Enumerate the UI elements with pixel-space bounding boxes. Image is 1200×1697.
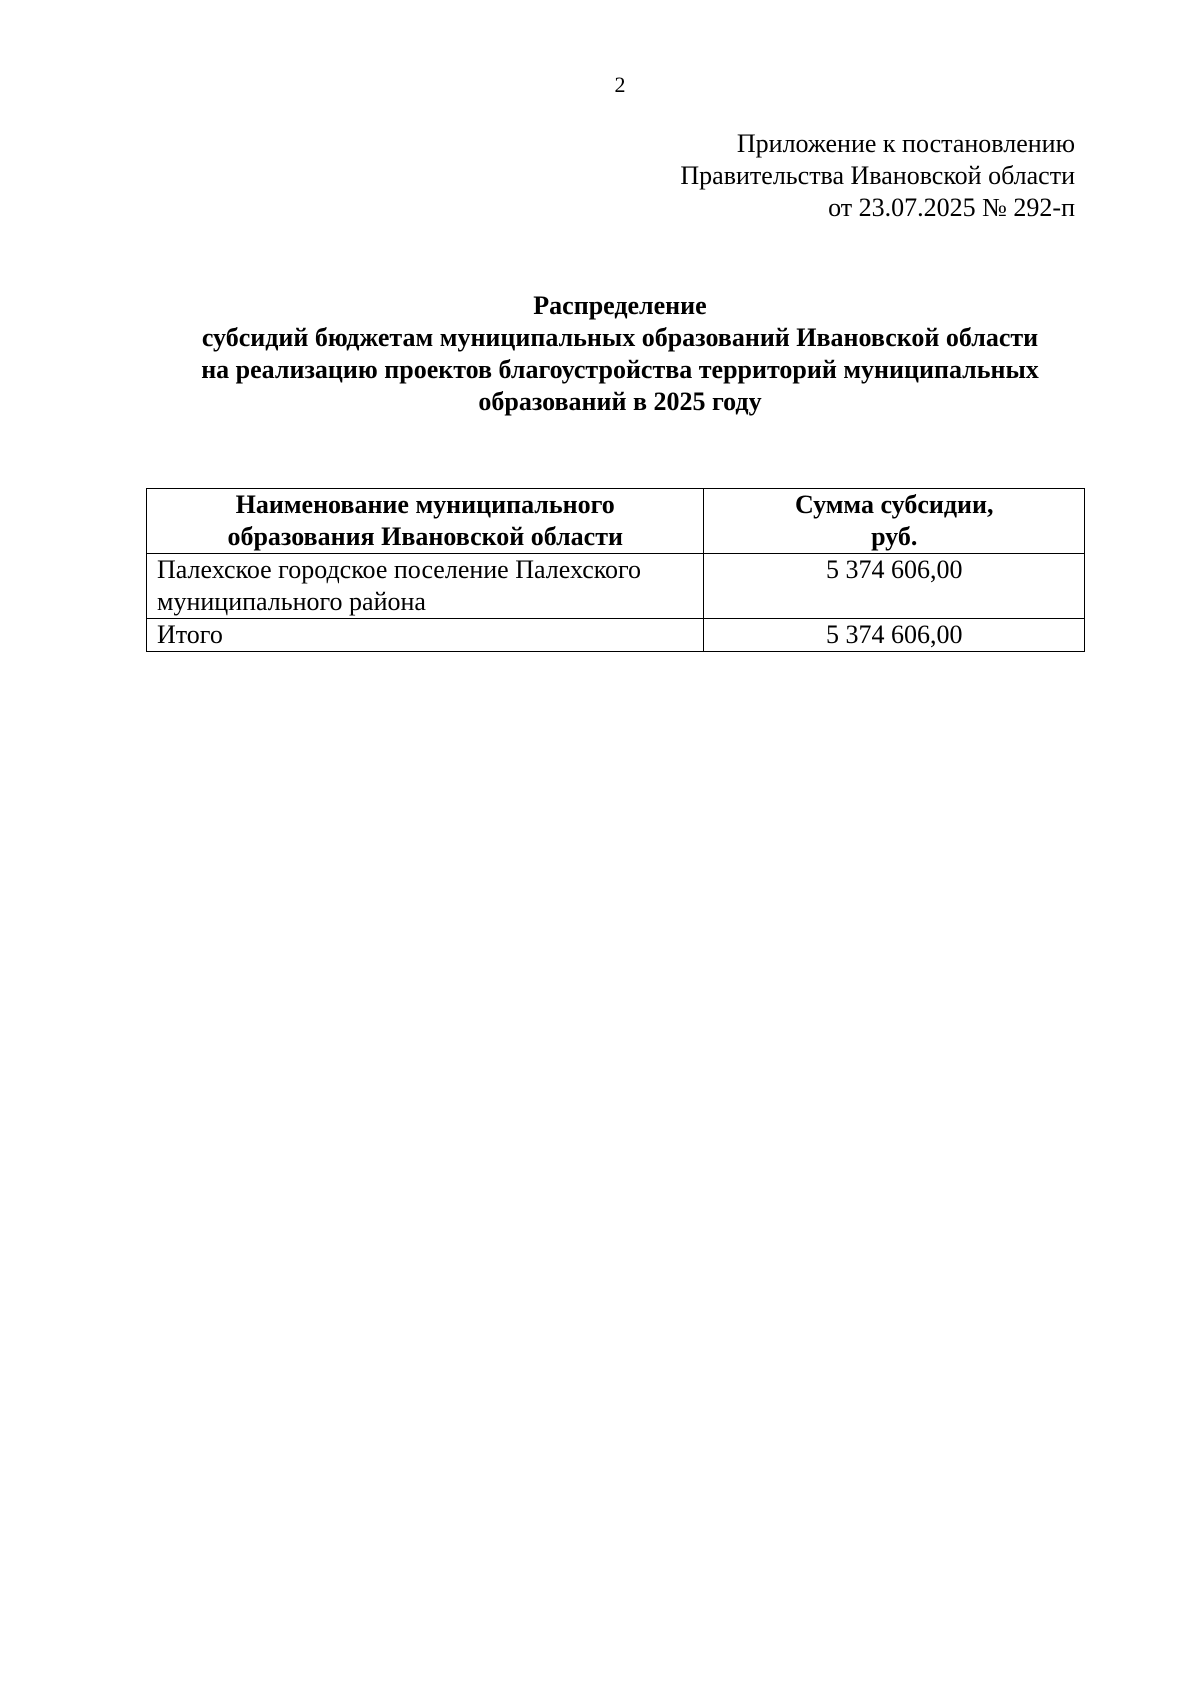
header-name-line-2: образования Ивановской области <box>227 522 623 551</box>
header-sum <box>704 489 1085 554</box>
title-line-3: на реализацию проектов благоустройства территорий муниципальных <box>201 355 1039 384</box>
header-sum-line-2: руб. <box>871 522 918 551</box>
title-line-2: субсидий бюджетам муниципальных образований Ивановской области <box>201 323 1039 352</box>
table-row <box>147 554 1085 619</box>
title-line-4: образований в 2025 году <box>478 387 762 416</box>
table-total-row <box>147 619 1085 652</box>
row-name-line-2: муниципального района <box>157 587 426 616</box>
table-header-row <box>147 489 1085 554</box>
row-municipality-name <box>147 554 704 619</box>
distribution-table <box>146 488 1085 652</box>
appendix-reference <box>680 128 1075 224</box>
header-name <box>147 489 704 554</box>
appendix-line-3: от 23.07.2025 № 292-п <box>828 193 1075 222</box>
total-label: Итого <box>147 619 704 652</box>
appendix-line-2: Правительства Ивановской области <box>680 161 1075 190</box>
header-name-line-1: Наименование муниципального <box>235 490 615 519</box>
title-line-1: Распределение <box>533 291 707 320</box>
appendix-line-1: Приложение к постановлению <box>736 129 1075 158</box>
header-sum-line-1: Сумма субсидии, <box>794 490 994 519</box>
page-number: 2 <box>614 72 626 97</box>
document-title <box>140 290 1100 418</box>
row-subsidy-sum: 5 374 606,00 <box>704 554 1085 619</box>
row-name-line-1: Палехское городское поселение Палехского <box>157 555 642 584</box>
total-sum: 5 374 606,00 <box>704 619 1085 652</box>
